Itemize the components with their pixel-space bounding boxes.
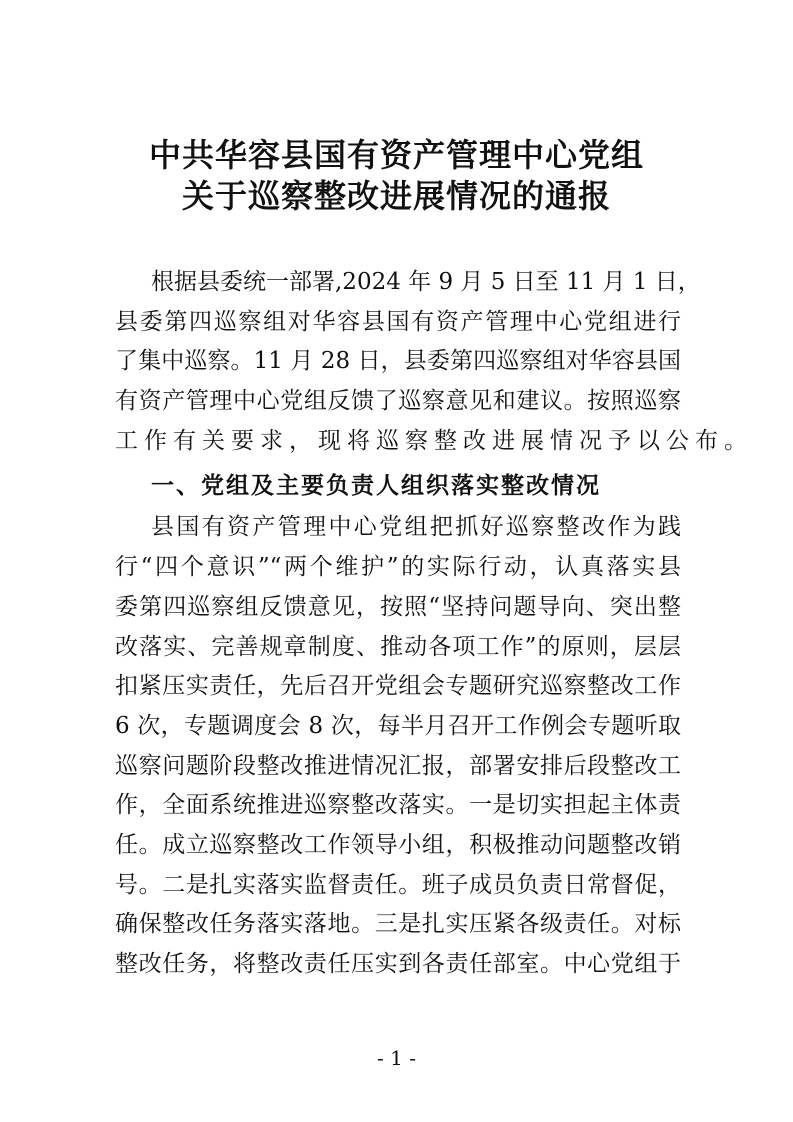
intro-line: 根据县委统一部署,2024 年 9 月 5 日至 11 月 1 日，	[151, 269, 701, 295]
section-line: 任。成立巡察整改工作领导小组，积极推动问题整改销	[115, 831, 681, 858]
section-heading: 一、党组及主要负责人组织落实整改情况	[151, 472, 601, 500]
intro-line: 工作有关要求，现将巡察整改进展情况予以公布。	[115, 427, 753, 454]
section-line: 号。二是扎实落实监督责任。班子成员负责日常督促，	[115, 871, 681, 898]
section-line: 扣紧压实责任，先后召开党组会专题研究巡察整改工作	[115, 673, 681, 700]
section-line: 6 次，专题调度会 8 次，每半月召开工作例会专题听取	[115, 712, 681, 739]
document-title-line-1: 中共华容县国有资产管理中心党组	[148, 136, 644, 174]
section-line: 整改任务，将整改责任压实到各责任部室。中心党组于	[115, 951, 681, 977]
document-title-line-2: 关于巡察整改进展情况的通报	[181, 177, 611, 215]
section-line: 改落实、完善规章制度、推动各项工作”的原则，层层	[115, 633, 681, 660]
section-line: 县国有资产管理中心党组把抓好巡察整改作为践	[151, 514, 681, 541]
section-line: 确保整改任务落实落地。三是扎实压紧各级责任。对标	[115, 911, 681, 938]
document-body	[115, 263, 753, 985]
intro-line: 有资产管理中心党组反馈了巡察意见和建议。按照巡察	[115, 388, 681, 415]
intro-line: 了集中巡察。11 月 28 日，县委第四巡察组对华容县国	[115, 348, 681, 375]
section-line: 作，全面系统推进巡察整改落实。一是切实担起主体责	[115, 792, 681, 819]
page-number: - 1 -	[377, 1046, 416, 1070]
section-line: 行“四个意识”“两个维护”的实际行动，认真落实县	[115, 554, 681, 581]
section-line: 巡察问题阶段整改推进情况汇报，部署安排后段整改工	[115, 752, 681, 779]
intro-line: 县委第四巡察组对华容县国有资产管理中心党组进行	[115, 308, 681, 335]
section-line: 委第四巡察组反馈意见，按照“坚持问题导向、突出整	[115, 593, 681, 620]
